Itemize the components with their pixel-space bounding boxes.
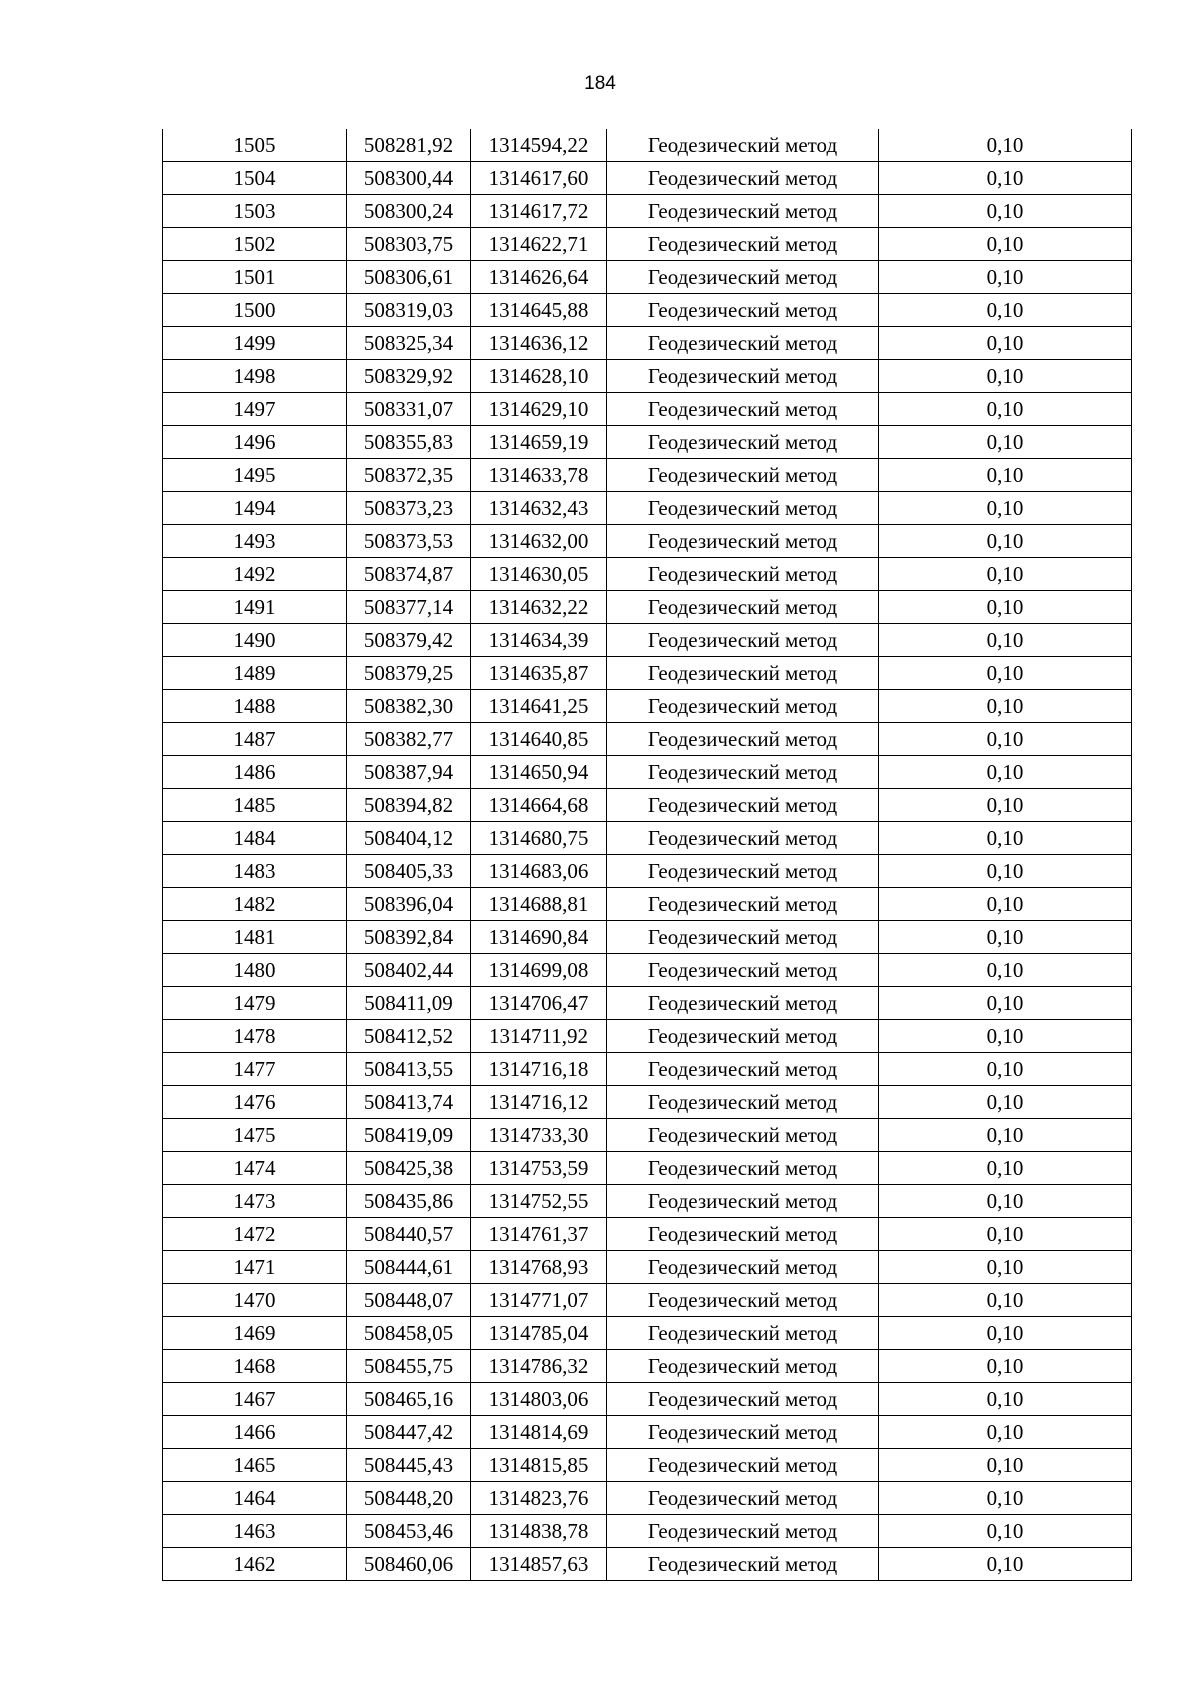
method-cell: Геодезический метод	[607, 822, 879, 855]
x-coordinate-cell: 508412,52	[347, 1020, 471, 1053]
point-number-cell: 1473	[163, 1185, 347, 1218]
accuracy-cell: 0,10	[879, 1185, 1132, 1218]
y-coordinate-cell: 1314632,00	[471, 525, 607, 558]
y-coordinate-cell: 1314664,68	[471, 789, 607, 822]
accuracy-cell: 0,10	[879, 327, 1132, 360]
method-cell: Геодезический метод	[607, 558, 879, 591]
point-number-cell: 1476	[163, 1086, 347, 1119]
point-number-cell: 1477	[163, 1053, 347, 1086]
point-number-cell: 1463	[163, 1515, 347, 1548]
method-cell: Геодезический метод	[607, 1053, 879, 1086]
y-coordinate-cell: 1314636,12	[471, 327, 607, 360]
method-cell: Геодезический метод	[607, 261, 879, 294]
accuracy-cell: 0,10	[879, 690, 1132, 723]
method-cell: Геодезический метод	[607, 1350, 879, 1383]
accuracy-cell: 0,10	[879, 1515, 1132, 1548]
x-coordinate-cell: 508455,75	[347, 1350, 471, 1383]
y-coordinate-cell: 1314803,06	[471, 1383, 607, 1416]
method-cell: Геодезический метод	[607, 162, 879, 195]
y-coordinate-cell: 1314628,10	[471, 360, 607, 393]
table-row	[163, 1185, 1132, 1218]
method-cell: Геодезический метод	[607, 657, 879, 690]
table-row	[163, 360, 1132, 393]
table-row	[163, 756, 1132, 789]
y-coordinate-cell: 1314785,04	[471, 1317, 607, 1350]
accuracy-cell: 0,10	[879, 1053, 1132, 1086]
method-cell: Геодезический метод	[607, 459, 879, 492]
x-coordinate-cell: 508411,09	[347, 987, 471, 1020]
accuracy-cell: 0,10	[879, 1548, 1132, 1581]
accuracy-cell: 0,10	[879, 987, 1132, 1020]
table-row	[163, 393, 1132, 426]
y-coordinate-cell: 1314630,05	[471, 558, 607, 591]
x-coordinate-cell: 508373,23	[347, 492, 471, 525]
point-number-cell: 1505	[163, 129, 347, 162]
y-coordinate-cell: 1314706,47	[471, 987, 607, 1020]
accuracy-cell: 0,10	[879, 261, 1132, 294]
point-number-cell: 1490	[163, 624, 347, 657]
y-coordinate-cell: 1314814,69	[471, 1416, 607, 1449]
accuracy-cell: 0,10	[879, 1119, 1132, 1152]
point-number-cell: 1504	[163, 162, 347, 195]
point-number-cell: 1480	[163, 954, 347, 987]
point-number-cell: 1469	[163, 1317, 347, 1350]
method-cell: Геодезический метод	[607, 1218, 879, 1251]
accuracy-cell: 0,10	[879, 294, 1132, 327]
accuracy-cell: 0,10	[879, 426, 1132, 459]
point-number-cell: 1486	[163, 756, 347, 789]
y-coordinate-cell: 1314632,22	[471, 591, 607, 624]
point-number-cell: 1501	[163, 261, 347, 294]
accuracy-cell: 0,10	[879, 393, 1132, 426]
table-row	[163, 426, 1132, 459]
table-row	[163, 1119, 1132, 1152]
method-cell: Геодезический метод	[607, 294, 879, 327]
point-number-cell: 1493	[163, 525, 347, 558]
x-coordinate-cell: 508405,33	[347, 855, 471, 888]
point-number-cell: 1492	[163, 558, 347, 591]
page-number: 184	[584, 73, 616, 94]
point-number-cell: 1468	[163, 1350, 347, 1383]
accuracy-cell: 0,10	[879, 888, 1132, 921]
x-coordinate-cell: 508355,83	[347, 426, 471, 459]
method-cell: Геодезический метод	[607, 525, 879, 558]
coordinates-table	[162, 129, 1132, 1581]
x-coordinate-cell: 508402,44	[347, 954, 471, 987]
accuracy-cell: 0,10	[879, 1086, 1132, 1119]
y-coordinate-cell: 1314659,19	[471, 426, 607, 459]
point-number-cell: 1481	[163, 921, 347, 954]
table-row	[163, 954, 1132, 987]
point-number-cell: 1500	[163, 294, 347, 327]
y-coordinate-cell: 1314716,18	[471, 1053, 607, 1086]
table-row	[163, 129, 1132, 162]
x-coordinate-cell: 508379,25	[347, 657, 471, 690]
table-row	[163, 525, 1132, 558]
accuracy-cell: 0,10	[879, 525, 1132, 558]
y-coordinate-cell: 1314688,81	[471, 888, 607, 921]
x-coordinate-cell: 508382,77	[347, 723, 471, 756]
method-cell: Геодезический метод	[607, 360, 879, 393]
x-coordinate-cell: 508377,14	[347, 591, 471, 624]
table-row	[163, 1515, 1132, 1548]
method-cell: Геодезический метод	[607, 756, 879, 789]
method-cell: Геодезический метод	[607, 690, 879, 723]
x-coordinate-cell: 508394,82	[347, 789, 471, 822]
y-coordinate-cell: 1314823,76	[471, 1482, 607, 1515]
y-coordinate-cell: 1314633,78	[471, 459, 607, 492]
x-coordinate-cell: 508448,07	[347, 1284, 471, 1317]
method-cell: Геодезический метод	[607, 1086, 879, 1119]
table-row	[163, 1548, 1132, 1581]
method-cell: Геодезический метод	[607, 1317, 879, 1350]
x-coordinate-cell: 508419,09	[347, 1119, 471, 1152]
y-coordinate-cell: 1314640,85	[471, 723, 607, 756]
point-number-cell: 1483	[163, 855, 347, 888]
x-coordinate-cell: 508325,34	[347, 327, 471, 360]
method-cell: Геодезический метод	[607, 723, 879, 756]
method-cell: Геодезический метод	[607, 195, 879, 228]
point-number-cell: 1499	[163, 327, 347, 360]
table-row	[163, 1350, 1132, 1383]
x-coordinate-cell: 508460,06	[347, 1548, 471, 1581]
point-number-cell: 1488	[163, 690, 347, 723]
table-row	[163, 822, 1132, 855]
table-row	[163, 1020, 1132, 1053]
x-coordinate-cell: 508372,35	[347, 459, 471, 492]
method-cell: Геодезический метод	[607, 921, 879, 954]
accuracy-cell: 0,10	[879, 723, 1132, 756]
accuracy-cell: 0,10	[879, 1482, 1132, 1515]
x-coordinate-cell: 508374,87	[347, 558, 471, 591]
point-number-cell: 1466	[163, 1416, 347, 1449]
accuracy-cell: 0,10	[879, 1284, 1132, 1317]
accuracy-cell: 0,10	[879, 162, 1132, 195]
method-cell: Геодезический метод	[607, 1152, 879, 1185]
method-cell: Геодезический метод	[607, 624, 879, 657]
x-coordinate-cell: 508373,53	[347, 525, 471, 558]
method-cell: Геодезический метод	[607, 1416, 879, 1449]
x-coordinate-cell: 508382,30	[347, 690, 471, 723]
accuracy-cell: 0,10	[879, 921, 1132, 954]
y-coordinate-cell: 1314753,59	[471, 1152, 607, 1185]
table-row	[163, 987, 1132, 1020]
x-coordinate-cell: 508447,42	[347, 1416, 471, 1449]
table-row	[163, 624, 1132, 657]
y-coordinate-cell: 1314711,92	[471, 1020, 607, 1053]
accuracy-cell: 0,10	[879, 1350, 1132, 1383]
x-coordinate-cell: 508465,16	[347, 1383, 471, 1416]
x-coordinate-cell: 508329,92	[347, 360, 471, 393]
point-number-cell: 1467	[163, 1383, 347, 1416]
point-number-cell: 1495	[163, 459, 347, 492]
accuracy-cell: 0,10	[879, 954, 1132, 987]
accuracy-cell: 0,10	[879, 129, 1132, 162]
point-number-cell: 1485	[163, 789, 347, 822]
method-cell: Геодезический метод	[607, 129, 879, 162]
x-coordinate-cell: 508458,05	[347, 1317, 471, 1350]
method-cell: Геодезический метод	[607, 1482, 879, 1515]
x-coordinate-cell: 508303,75	[347, 228, 471, 261]
y-coordinate-cell: 1314690,84	[471, 921, 607, 954]
table-row	[163, 1416, 1132, 1449]
y-coordinate-cell: 1314634,39	[471, 624, 607, 657]
accuracy-cell: 0,10	[879, 1383, 1132, 1416]
point-number-cell: 1471	[163, 1251, 347, 1284]
accuracy-cell: 0,10	[879, 1152, 1132, 1185]
table-row	[163, 888, 1132, 921]
point-number-cell: 1487	[163, 723, 347, 756]
method-cell: Геодезический метод	[607, 987, 879, 1020]
table-row	[163, 195, 1132, 228]
table-row	[163, 261, 1132, 294]
accuracy-cell: 0,10	[879, 657, 1132, 690]
x-coordinate-cell: 508448,20	[347, 1482, 471, 1515]
method-cell: Геодезический метод	[607, 1185, 879, 1218]
y-coordinate-cell: 1314683,06	[471, 855, 607, 888]
x-coordinate-cell: 508425,38	[347, 1152, 471, 1185]
y-coordinate-cell: 1314617,72	[471, 195, 607, 228]
method-cell: Геодезический метод	[607, 426, 879, 459]
accuracy-cell: 0,10	[879, 1317, 1132, 1350]
x-coordinate-cell: 508440,57	[347, 1218, 471, 1251]
y-coordinate-cell: 1314716,12	[471, 1086, 607, 1119]
point-number-cell: 1498	[163, 360, 347, 393]
y-coordinate-cell: 1314629,10	[471, 393, 607, 426]
y-coordinate-cell: 1314680,75	[471, 822, 607, 855]
y-coordinate-cell: 1314752,55	[471, 1185, 607, 1218]
accuracy-cell: 0,10	[879, 459, 1132, 492]
point-number-cell: 1475	[163, 1119, 347, 1152]
method-cell: Геодезический метод	[607, 1548, 879, 1581]
accuracy-cell: 0,10	[879, 492, 1132, 525]
point-number-cell: 1462	[163, 1548, 347, 1581]
accuracy-cell: 0,10	[879, 360, 1132, 393]
point-number-cell: 1497	[163, 393, 347, 426]
x-coordinate-cell: 508379,42	[347, 624, 471, 657]
point-number-cell: 1482	[163, 888, 347, 921]
x-coordinate-cell: 508281,92	[347, 129, 471, 162]
y-coordinate-cell: 1314761,37	[471, 1218, 607, 1251]
table-row	[163, 1449, 1132, 1482]
x-coordinate-cell: 508306,61	[347, 261, 471, 294]
table-row	[163, 327, 1132, 360]
method-cell: Геодезический метод	[607, 789, 879, 822]
table-row	[163, 294, 1132, 327]
accuracy-cell: 0,10	[879, 822, 1132, 855]
point-number-cell: 1494	[163, 492, 347, 525]
point-number-cell: 1479	[163, 987, 347, 1020]
accuracy-cell: 0,10	[879, 1218, 1132, 1251]
y-coordinate-cell: 1314645,88	[471, 294, 607, 327]
method-cell: Геодезический метод	[607, 1251, 879, 1284]
y-coordinate-cell: 1314650,94	[471, 756, 607, 789]
table-row	[163, 1152, 1132, 1185]
accuracy-cell: 0,10	[879, 756, 1132, 789]
method-cell: Геодезический метод	[607, 327, 879, 360]
x-coordinate-cell: 508445,43	[347, 1449, 471, 1482]
table-row	[163, 921, 1132, 954]
x-coordinate-cell: 508453,46	[347, 1515, 471, 1548]
accuracy-cell: 0,10	[879, 195, 1132, 228]
y-coordinate-cell: 1314857,63	[471, 1548, 607, 1581]
method-cell: Геодезический метод	[607, 954, 879, 987]
method-cell: Геодезический метод	[607, 492, 879, 525]
table-row	[163, 1317, 1132, 1350]
accuracy-cell: 0,10	[879, 855, 1132, 888]
point-number-cell: 1474	[163, 1152, 347, 1185]
y-coordinate-cell: 1314733,30	[471, 1119, 607, 1152]
method-cell: Геодезический метод	[607, 591, 879, 624]
y-coordinate-cell: 1314635,87	[471, 657, 607, 690]
table-row	[163, 162, 1132, 195]
accuracy-cell: 0,10	[879, 591, 1132, 624]
table-row	[163, 1251, 1132, 1284]
x-coordinate-cell: 508319,03	[347, 294, 471, 327]
table-row	[163, 723, 1132, 756]
table-row	[163, 558, 1132, 591]
method-cell: Геодезический метод	[607, 855, 879, 888]
x-coordinate-cell: 508300,24	[347, 195, 471, 228]
accuracy-cell: 0,10	[879, 1449, 1132, 1482]
accuracy-cell: 0,10	[879, 228, 1132, 261]
method-cell: Геодезический метод	[607, 1383, 879, 1416]
table-row	[163, 789, 1132, 822]
point-number-cell: 1465	[163, 1449, 347, 1482]
x-coordinate-cell: 508331,07	[347, 393, 471, 426]
point-number-cell: 1484	[163, 822, 347, 855]
y-coordinate-cell: 1314838,78	[471, 1515, 607, 1548]
accuracy-cell: 0,10	[879, 558, 1132, 591]
table-row	[163, 1284, 1132, 1317]
accuracy-cell: 0,10	[879, 624, 1132, 657]
y-coordinate-cell: 1314815,85	[471, 1449, 607, 1482]
point-number-cell: 1464	[163, 1482, 347, 1515]
method-cell: Геодезический метод	[607, 393, 879, 426]
table-row	[163, 228, 1132, 261]
table-row	[163, 591, 1132, 624]
point-number-cell: 1496	[163, 426, 347, 459]
table-row	[163, 1482, 1132, 1515]
x-coordinate-cell: 508444,61	[347, 1251, 471, 1284]
method-cell: Геодезический метод	[607, 888, 879, 921]
x-coordinate-cell: 508413,74	[347, 1086, 471, 1119]
y-coordinate-cell: 1314786,32	[471, 1350, 607, 1383]
table-row	[163, 1383, 1132, 1416]
y-coordinate-cell: 1314768,93	[471, 1251, 607, 1284]
method-cell: Геодезический метод	[607, 228, 879, 261]
point-number-cell: 1503	[163, 195, 347, 228]
table-row	[163, 459, 1132, 492]
y-coordinate-cell: 1314626,64	[471, 261, 607, 294]
y-coordinate-cell: 1314632,43	[471, 492, 607, 525]
point-number-cell: 1472	[163, 1218, 347, 1251]
x-coordinate-cell: 508392,84	[347, 921, 471, 954]
point-number-cell: 1478	[163, 1020, 347, 1053]
table-row	[163, 657, 1132, 690]
point-number-cell: 1491	[163, 591, 347, 624]
accuracy-cell: 0,10	[879, 1020, 1132, 1053]
accuracy-cell: 0,10	[879, 1416, 1132, 1449]
y-coordinate-cell: 1314641,25	[471, 690, 607, 723]
x-coordinate-cell: 508387,94	[347, 756, 471, 789]
y-coordinate-cell: 1314771,07	[471, 1284, 607, 1317]
y-coordinate-cell: 1314617,60	[471, 162, 607, 195]
method-cell: Геодезический метод	[607, 1020, 879, 1053]
table-row	[163, 690, 1132, 723]
x-coordinate-cell: 508396,04	[347, 888, 471, 921]
method-cell: Геодезический метод	[607, 1449, 879, 1482]
method-cell: Геодезический метод	[607, 1119, 879, 1152]
table-row	[163, 855, 1132, 888]
x-coordinate-cell: 508404,12	[347, 822, 471, 855]
y-coordinate-cell: 1314622,71	[471, 228, 607, 261]
coordinates-table-body	[163, 129, 1132, 1581]
x-coordinate-cell: 508300,44	[347, 162, 471, 195]
x-coordinate-cell: 508435,86	[347, 1185, 471, 1218]
x-coordinate-cell: 508413,55	[347, 1053, 471, 1086]
method-cell: Геодезический метод	[607, 1284, 879, 1317]
table-row	[163, 1218, 1132, 1251]
point-number-cell: 1489	[163, 657, 347, 690]
table-row	[163, 492, 1132, 525]
y-coordinate-cell: 1314594,22	[471, 129, 607, 162]
y-coordinate-cell: 1314699,08	[471, 954, 607, 987]
table-row	[163, 1053, 1132, 1086]
point-number-cell: 1470	[163, 1284, 347, 1317]
accuracy-cell: 0,10	[879, 1251, 1132, 1284]
point-number-cell: 1502	[163, 228, 347, 261]
accuracy-cell: 0,10	[879, 789, 1132, 822]
table-row	[163, 1086, 1132, 1119]
method-cell: Геодезический метод	[607, 1515, 879, 1548]
